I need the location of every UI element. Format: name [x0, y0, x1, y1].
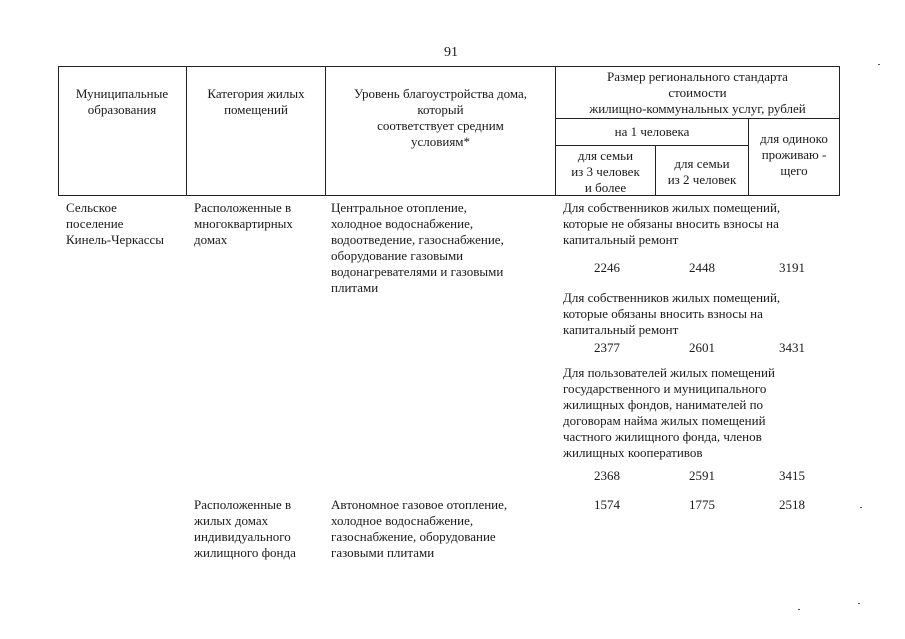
value-b-family3: 2377: [594, 340, 620, 355]
col-divider-2: [325, 66, 326, 196]
value-c-family3: 2368: [594, 468, 620, 483]
header-family-3plus: для семьи из 3 человек и более: [571, 148, 640, 195]
subgroup-owners-no-capital-repair: Для собственников жилых помещений, которые не обязаны вносить взносы на капитальный ремонт: [563, 200, 781, 247]
header-bottom-border: [58, 195, 839, 196]
table-top-border: [58, 66, 839, 67]
table-right-border: [839, 66, 840, 196]
header-category: Категория жилых помещений: [207, 86, 305, 117]
col-divider-4: [655, 145, 656, 196]
col-divider-5: [748, 118, 749, 196]
value-c-single: 3415: [779, 468, 805, 483]
header-standard-size: Размер регионального стандарта стоимости жилищно-коммунальных услуг, рублей: [589, 69, 806, 116]
group-header-divider: [555, 118, 839, 119]
per-person-divider: [555, 145, 748, 146]
header-family-2: для семьи из 2 человек: [667, 156, 737, 187]
scan-speck: [858, 603, 860, 604]
header-per-person: на 1 человека: [614, 124, 690, 139]
scan-speck: [860, 507, 862, 508]
value-d-family2: 1775: [689, 497, 715, 512]
comfort-level-individual: Автономное газовое отопление, холодное водоснабжение, газоснабжение, оборудование газовыми плитами: [331, 497, 508, 560]
subgroup-tenants: Для пользователей жилых помещений государственного и муниципального жилищных фондов, нанимателей по договорам найма жилых помещений частного жилищного фонда, членов жилищных кооперативов: [563, 365, 775, 460]
value-b-family2: 2601: [689, 340, 715, 355]
value-a-family3: 2246: [594, 260, 620, 275]
category-apartment-buildings: Расположенные в многоквартирных домах: [194, 200, 293, 247]
page-number: 91: [444, 45, 458, 60]
header-municipality: Муниципальные образования: [75, 86, 169, 117]
table-left-border: [58, 66, 59, 196]
value-b-single: 3431: [779, 340, 805, 355]
category-individual-houses: Расположенные в жилых домах индивидуального жилищного фонда: [194, 497, 296, 560]
municipality-name: Сельское поселение Кинель-Черкассы: [66, 200, 164, 247]
col-divider-1: [186, 66, 187, 196]
value-d-family3: 1574: [594, 497, 620, 512]
col-divider-3: [555, 66, 556, 196]
comfort-level-apartment: Центральное отопление, холодное водоснабжение, водоотведение, газоснабжение, оборудование газовыми водонагревателями и газовыми плитами: [331, 200, 504, 295]
value-d-single: 2518: [779, 497, 805, 512]
scan-speck: [878, 64, 880, 65]
value-c-family2: 2591: [689, 468, 715, 483]
subgroup-owners-capital-repair: Для собственников жилых помещений, которые обязаны вносить взносы на капитальный ремонт: [563, 290, 781, 337]
header-comfort-level: Уровень благоустройства дома, который соответствует средним условиям*: [353, 86, 528, 149]
value-a-family2: 2448: [689, 260, 715, 275]
value-a-single: 3191: [779, 260, 805, 275]
scan-speck: [798, 609, 800, 610]
header-single-resident: для одиноко проживаю - щего: [760, 131, 828, 178]
